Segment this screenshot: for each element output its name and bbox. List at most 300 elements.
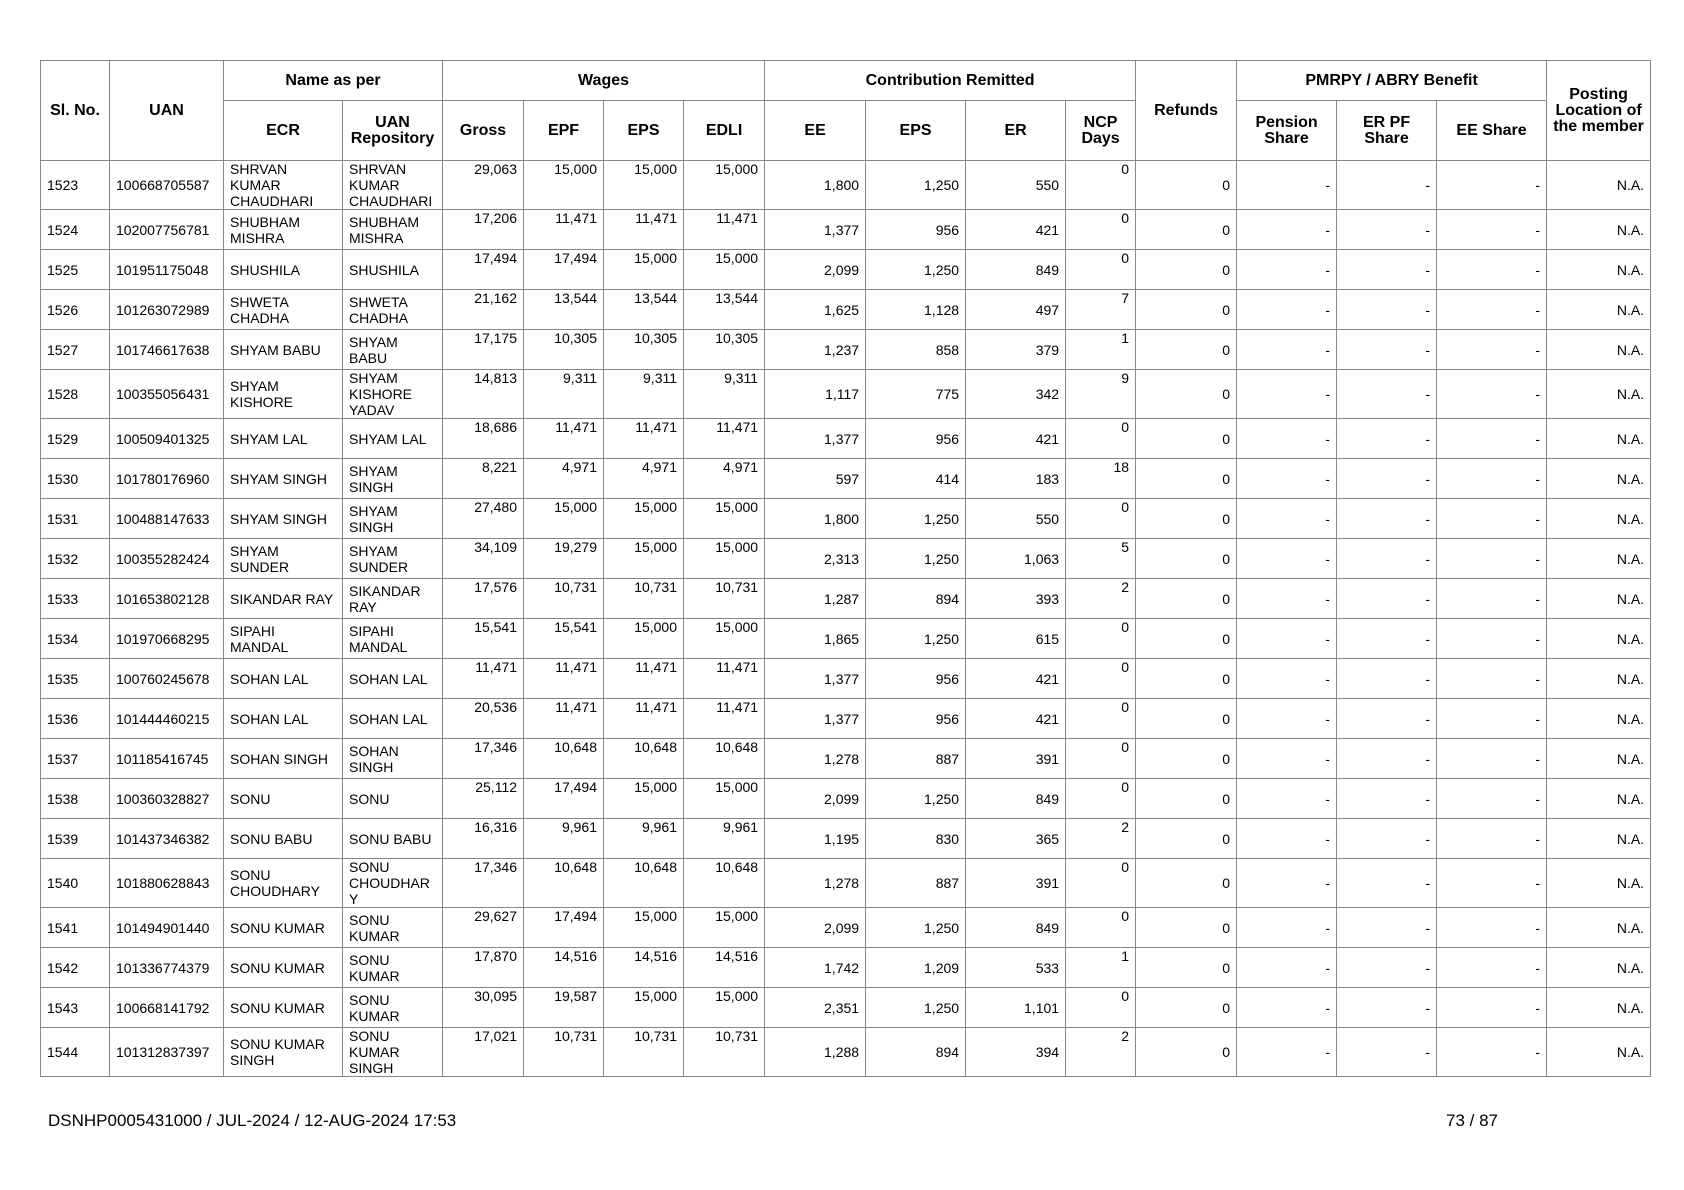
ncp-days-cell: 0	[1066, 499, 1136, 539]
contribution-eps-cell: 894	[866, 1028, 966, 1077]
uan-repository-name-cell: SONU CHOUDHARY	[343, 859, 443, 908]
posting-location-cell: N.A.	[1547, 579, 1651, 619]
header-uan: UAN	[110, 61, 224, 161]
eps-cell: 15,000	[604, 539, 684, 579]
posting-location-cell: N.A.	[1547, 948, 1651, 988]
eps-cell: 10,648	[604, 859, 684, 908]
posting-location-cell: N.A.	[1547, 699, 1651, 739]
header-ecr: ECR	[224, 101, 343, 161]
refunds-cell: 0	[1136, 419, 1237, 459]
uan-repository-name-cell: SONU KUMAR	[343, 908, 443, 948]
refunds-cell: 0	[1136, 579, 1237, 619]
contribution-eps-cell: 887	[866, 859, 966, 908]
uan-cell: 101746617638	[110, 330, 224, 370]
pension-share-cell: -	[1237, 459, 1337, 499]
ecr-name-cell: SOHAN SINGH	[224, 739, 343, 779]
ee-cell: 1,625	[765, 290, 866, 330]
er-pf-share-cell: -	[1337, 619, 1437, 659]
er-pf-share-cell: -	[1337, 948, 1437, 988]
ee-cell: 1,237	[765, 330, 866, 370]
contribution-eps-cell: 1,250	[866, 619, 966, 659]
header-pension-share: Pension Share	[1237, 101, 1337, 161]
sl-no-cell: 1542	[41, 948, 110, 988]
edli-cell: 15,000	[684, 499, 765, 539]
refunds-cell: 0	[1136, 779, 1237, 819]
posting-location-cell: N.A.	[1547, 459, 1651, 499]
uan-repository-name-cell: SHYAM LAL	[343, 419, 443, 459]
table-row	[41, 659, 1651, 699]
ee-cell: 597	[765, 459, 866, 499]
table-row	[41, 330, 1651, 370]
edli-cell: 9,311	[684, 370, 765, 419]
er-pf-share-cell: -	[1337, 659, 1437, 699]
refunds-cell: 0	[1136, 210, 1237, 250]
sl-no-cell: 1525	[41, 250, 110, 290]
ecr-name-cell: SHYAM LAL	[224, 419, 343, 459]
ncp-days-cell: 18	[1066, 459, 1136, 499]
eps-cell: 11,471	[604, 699, 684, 739]
eps-cell: 10,648	[604, 739, 684, 779]
epf-cell: 10,731	[524, 579, 604, 619]
table-body	[41, 161, 1651, 1077]
ecr-name-cell: SHYAM SUNDER	[224, 539, 343, 579]
epf-cell: 10,731	[524, 1028, 604, 1077]
edli-cell: 11,471	[684, 659, 765, 699]
er-cell: 183	[966, 459, 1066, 499]
ecr-name-cell: SHYAM BABU	[224, 330, 343, 370]
table-row	[41, 1028, 1651, 1077]
ee-share-cell: -	[1437, 659, 1547, 699]
gross-cell: 17,021	[443, 1028, 524, 1077]
uan-repository-name-cell: SHYAM SUNDER	[343, 539, 443, 579]
contribution-eps-cell: 1,250	[866, 988, 966, 1028]
eps-cell: 15,000	[604, 250, 684, 290]
table-row	[41, 779, 1651, 819]
ecr-name-cell: SHWETA CHADHA	[224, 290, 343, 330]
sl-no-cell: 1528	[41, 370, 110, 419]
header-name-as-per: Name as per	[224, 61, 443, 101]
page-number: 73 / 87	[1446, 1111, 1498, 1130]
eps-cell: 11,471	[604, 659, 684, 699]
table-row	[41, 539, 1651, 579]
pension-share-cell: -	[1237, 659, 1337, 699]
ecr-table	[40, 60, 1651, 1077]
uan-repository-name-cell: SONU KUMAR SINGH	[343, 1028, 443, 1077]
eps-cell: 15,000	[604, 988, 684, 1028]
er-cell: 550	[966, 499, 1066, 539]
uan-cell: 100360328827	[110, 779, 224, 819]
ee-share-cell: -	[1437, 499, 1547, 539]
eps-cell: 13,544	[604, 290, 684, 330]
posting-location-cell: N.A.	[1547, 419, 1651, 459]
eps-cell: 14,516	[604, 948, 684, 988]
gross-cell: 25,112	[443, 779, 524, 819]
contribution-eps-cell: 956	[866, 210, 966, 250]
uan-repository-name-cell: SIPAHI MANDAL	[343, 619, 443, 659]
pension-share-cell: -	[1237, 859, 1337, 908]
ee-cell: 1,278	[765, 739, 866, 779]
contribution-eps-cell: 1,250	[866, 499, 966, 539]
edli-cell: 15,000	[684, 908, 765, 948]
er-cell: 365	[966, 819, 1066, 859]
er-pf-share-cell: -	[1337, 539, 1437, 579]
epf-cell: 9,961	[524, 819, 604, 859]
uan-cell: 101444460215	[110, 699, 224, 739]
pension-share-cell: -	[1237, 619, 1337, 659]
contribution-eps-cell: 1,250	[866, 250, 966, 290]
er-cell: 379	[966, 330, 1066, 370]
uan-cell: 100760245678	[110, 659, 224, 699]
ecr-name-cell: SONU KUMAR	[224, 988, 343, 1028]
contribution-eps-cell: 956	[866, 699, 966, 739]
ee-share-cell: -	[1437, 459, 1547, 499]
ecr-name-cell: SOHAN LAL	[224, 699, 343, 739]
sl-no-cell: 1537	[41, 739, 110, 779]
eps-cell: 9,311	[604, 370, 684, 419]
refunds-cell: 0	[1136, 459, 1237, 499]
uan-repository-name-cell: SHUSHILA	[343, 250, 443, 290]
eps-cell: 10,305	[604, 330, 684, 370]
er-pf-share-cell: -	[1337, 290, 1437, 330]
refunds-cell: 0	[1136, 290, 1237, 330]
document-reference: DSNHP0005431000 / JUL-2024 / 12-AUG-2024 17:53	[48, 1111, 457, 1130]
table-row	[41, 619, 1651, 659]
uan-repository-name-cell: SOHAN LAL	[343, 699, 443, 739]
eps-cell: 15,000	[604, 619, 684, 659]
uan-cell: 101437346382	[110, 819, 224, 859]
refunds-cell: 0	[1136, 739, 1237, 779]
ecr-name-cell: SHYAM SINGH	[224, 499, 343, 539]
sl-no-cell: 1535	[41, 659, 110, 699]
table-row	[41, 739, 1651, 779]
gross-cell: 21,162	[443, 290, 524, 330]
header-wages: Wages	[443, 61, 765, 101]
er-cell: 849	[966, 779, 1066, 819]
edli-cell: 9,961	[684, 819, 765, 859]
edli-cell: 10,731	[684, 1028, 765, 1077]
ee-cell: 1,800	[765, 161, 866, 210]
posting-location-cell: N.A.	[1547, 210, 1651, 250]
ecr-name-cell: SIPAHI MANDAL	[224, 619, 343, 659]
posting-location-cell: N.A.	[1547, 779, 1651, 819]
epf-cell: 15,541	[524, 619, 604, 659]
ncp-days-cell: 0	[1066, 419, 1136, 459]
epf-cell: 13,544	[524, 290, 604, 330]
table-row	[41, 370, 1651, 419]
gross-cell: 15,541	[443, 619, 524, 659]
table-row	[41, 988, 1651, 1028]
ncp-days-cell: 9	[1066, 370, 1136, 419]
eps-cell: 11,471	[604, 210, 684, 250]
epf-cell: 19,587	[524, 988, 604, 1028]
ee-share-cell: -	[1437, 948, 1547, 988]
ee-share-cell: -	[1437, 779, 1547, 819]
er-cell: 421	[966, 419, 1066, 459]
gross-cell: 27,480	[443, 499, 524, 539]
er-cell: 421	[966, 210, 1066, 250]
contribution-eps-cell: 414	[866, 459, 966, 499]
table-row	[41, 499, 1651, 539]
pension-share-cell: -	[1237, 988, 1337, 1028]
pension-share-cell: -	[1237, 948, 1337, 988]
sl-no-cell: 1544	[41, 1028, 110, 1077]
er-cell: 421	[966, 659, 1066, 699]
eps-cell: 10,731	[604, 1028, 684, 1077]
ee-cell: 1,377	[765, 210, 866, 250]
epf-cell: 15,000	[524, 161, 604, 210]
er-cell: 1,101	[966, 988, 1066, 1028]
sl-no-cell: 1543	[41, 988, 110, 1028]
uan-repository-name-cell: SHYAM BABU	[343, 330, 443, 370]
ncp-days-cell: 0	[1066, 210, 1136, 250]
ee-cell: 1,287	[765, 579, 866, 619]
uan-cell: 101263072989	[110, 290, 224, 330]
header-eps: EPS	[604, 101, 684, 161]
edli-cell: 4,971	[684, 459, 765, 499]
header-epf: EPF	[524, 101, 604, 161]
epf-cell: 10,648	[524, 739, 604, 779]
ee-cell: 1,278	[765, 859, 866, 908]
posting-location-cell: N.A.	[1547, 161, 1651, 210]
ee-share-cell: -	[1437, 859, 1547, 908]
ncp-days-cell: 0	[1066, 250, 1136, 290]
pension-share-cell: -	[1237, 161, 1337, 210]
table-row	[41, 161, 1651, 210]
refunds-cell: 0	[1136, 859, 1237, 908]
header-posting-location: Posting Location of the member	[1547, 61, 1651, 161]
ee-cell: 1,742	[765, 948, 866, 988]
gross-cell: 17,576	[443, 579, 524, 619]
ee-share-cell: -	[1437, 739, 1547, 779]
ee-cell: 1,377	[765, 419, 866, 459]
table-row	[41, 290, 1651, 330]
uan-cell: 100668705587	[110, 161, 224, 210]
eps-cell: 9,961	[604, 819, 684, 859]
contribution-eps-cell: 1,250	[866, 779, 966, 819]
gross-cell: 29,627	[443, 908, 524, 948]
uan-repository-name-cell: SONU KUMAR	[343, 948, 443, 988]
ee-share-cell: -	[1437, 419, 1547, 459]
header-er-pf-share: ER PF Share	[1337, 101, 1437, 161]
sl-no-cell: 1526	[41, 290, 110, 330]
contribution-eps-cell: 894	[866, 579, 966, 619]
eps-cell: 11,471	[604, 419, 684, 459]
ee-cell: 1,377	[765, 659, 866, 699]
gross-cell: 8,221	[443, 459, 524, 499]
sl-no-cell: 1538	[41, 779, 110, 819]
er-pf-share-cell: -	[1337, 908, 1437, 948]
refunds-cell: 0	[1136, 1028, 1237, 1077]
uan-repository-name-cell: SOHAN LAL	[343, 659, 443, 699]
gross-cell: 18,686	[443, 419, 524, 459]
ncp-days-cell: 2	[1066, 1028, 1136, 1077]
pension-share-cell: -	[1237, 250, 1337, 290]
eps-cell: 15,000	[604, 161, 684, 210]
uan-repository-name-cell: SONU	[343, 779, 443, 819]
contribution-eps-cell: 1,250	[866, 161, 966, 210]
contribution-eps-cell: 956	[866, 659, 966, 699]
table-row	[41, 819, 1651, 859]
edli-cell: 15,000	[684, 250, 765, 290]
header-sl-no: Sl. No.	[41, 61, 110, 161]
er-pf-share-cell: -	[1337, 499, 1437, 539]
er-cell: 394	[966, 1028, 1066, 1077]
eps-cell: 15,000	[604, 779, 684, 819]
posting-location-cell: N.A.	[1547, 659, 1651, 699]
uan-repository-name-cell: SHRVAN KUMAR CHAUDHARI	[343, 161, 443, 210]
ecr-name-cell: SHYAM KISHORE	[224, 370, 343, 419]
table-row	[41, 210, 1651, 250]
ncp-days-cell: 0	[1066, 659, 1136, 699]
pension-share-cell: -	[1237, 1028, 1337, 1077]
ncp-days-cell: 0	[1066, 739, 1136, 779]
epf-cell: 15,000	[524, 499, 604, 539]
contribution-eps-cell: 1,128	[866, 290, 966, 330]
er-pf-share-cell: -	[1337, 210, 1437, 250]
gross-cell: 17,175	[443, 330, 524, 370]
er-pf-share-cell: -	[1337, 1028, 1437, 1077]
ee-cell: 2,099	[765, 908, 866, 948]
gross-cell: 20,536	[443, 699, 524, 739]
epf-cell: 17,494	[524, 250, 604, 290]
ee-share-cell: -	[1437, 210, 1547, 250]
pension-share-cell: -	[1237, 370, 1337, 419]
gross-cell: 17,346	[443, 859, 524, 908]
epf-cell: 14,516	[524, 948, 604, 988]
ecr-name-cell: SHRVAN KUMAR CHAUDHARI	[224, 161, 343, 210]
sl-no-cell: 1532	[41, 539, 110, 579]
ee-share-cell: -	[1437, 370, 1547, 419]
posting-location-cell: N.A.	[1547, 859, 1651, 908]
uan-cell: 101970668295	[110, 619, 224, 659]
refunds-cell: 0	[1136, 659, 1237, 699]
sl-no-cell: 1534	[41, 619, 110, 659]
table-row	[41, 859, 1651, 908]
ecr-name-cell: SOHAN LAL	[224, 659, 343, 699]
pension-share-cell: -	[1237, 419, 1337, 459]
refunds-cell: 0	[1136, 908, 1237, 948]
refunds-cell: 0	[1136, 250, 1237, 290]
edli-cell: 13,544	[684, 290, 765, 330]
pension-share-cell: -	[1237, 499, 1337, 539]
er-cell: 533	[966, 948, 1066, 988]
uan-cell: 101653802128	[110, 579, 224, 619]
sl-no-cell: 1529	[41, 419, 110, 459]
uan-repository-name-cell: SHUBHAM MISHRA	[343, 210, 443, 250]
er-pf-share-cell: -	[1337, 459, 1437, 499]
header-uan-repository: UAN Repository	[343, 101, 443, 161]
ecr-name-cell: SONU CHOUDHARY	[224, 859, 343, 908]
edli-cell: 11,471	[684, 419, 765, 459]
header-edli: EDLI	[684, 101, 765, 161]
edli-cell: 11,471	[684, 210, 765, 250]
ee-cell: 2,313	[765, 539, 866, 579]
er-cell: 391	[966, 739, 1066, 779]
table-row	[41, 908, 1651, 948]
ncp-days-cell: 0	[1066, 908, 1136, 948]
ncp-days-cell: 7	[1066, 290, 1136, 330]
edli-cell: 10,648	[684, 859, 765, 908]
sl-no-cell: 1524	[41, 210, 110, 250]
gross-cell: 17,870	[443, 948, 524, 988]
ee-cell: 1,865	[765, 619, 866, 659]
refunds-cell: 0	[1136, 499, 1237, 539]
ecr-name-cell: SONU KUMAR	[224, 948, 343, 988]
er-cell: 849	[966, 250, 1066, 290]
table-row	[41, 250, 1651, 290]
er-pf-share-cell: -	[1337, 330, 1437, 370]
pension-share-cell: -	[1237, 290, 1337, 330]
ee-cell: 2,351	[765, 988, 866, 1028]
ncp-days-cell: 1	[1066, 948, 1136, 988]
ee-share-cell: -	[1437, 1028, 1547, 1077]
er-pf-share-cell: -	[1337, 250, 1437, 290]
uan-repository-name-cell: SHWETA CHADHA	[343, 290, 443, 330]
refunds-cell: 0	[1136, 539, 1237, 579]
ecr-name-cell: SHUSHILA	[224, 250, 343, 290]
gross-cell: 17,346	[443, 739, 524, 779]
uan-repository-name-cell: SOHAN SINGH	[343, 739, 443, 779]
header-contribution-remitted: Contribution Remitted	[765, 61, 1136, 101]
contribution-eps-cell: 775	[866, 370, 966, 419]
ee-share-cell: -	[1437, 539, 1547, 579]
table-row	[41, 948, 1651, 988]
posting-location-cell: N.A.	[1547, 250, 1651, 290]
er-pf-share-cell: -	[1337, 370, 1437, 419]
er-pf-share-cell: -	[1337, 161, 1437, 210]
pension-share-cell: -	[1237, 908, 1337, 948]
refunds-cell: 0	[1136, 988, 1237, 1028]
ncp-days-cell: 0	[1066, 161, 1136, 210]
ecr-name-cell: SHYAM SINGH	[224, 459, 343, 499]
uan-repository-name-cell: SONU BABU	[343, 819, 443, 859]
posting-location-cell: N.A.	[1547, 370, 1651, 419]
edli-cell: 15,000	[684, 779, 765, 819]
sl-no-cell: 1531	[41, 499, 110, 539]
ee-cell: 1,377	[765, 699, 866, 739]
uan-cell: 100668141792	[110, 988, 224, 1028]
epf-cell: 11,471	[524, 699, 604, 739]
ee-share-cell: -	[1437, 290, 1547, 330]
sl-no-cell: 1536	[41, 699, 110, 739]
ee-share-cell: -	[1437, 161, 1547, 210]
pension-share-cell: -	[1237, 819, 1337, 859]
uan-cell: 101494901440	[110, 908, 224, 948]
ncp-days-cell: 0	[1066, 859, 1136, 908]
edli-cell: 15,000	[684, 619, 765, 659]
ecr-name-cell: SONU BABU	[224, 819, 343, 859]
posting-location-cell: N.A.	[1547, 819, 1651, 859]
table-row	[41, 699, 1651, 739]
gross-cell: 17,206	[443, 210, 524, 250]
uan-cell: 100355282424	[110, 539, 224, 579]
edli-cell: 10,648	[684, 739, 765, 779]
ee-share-cell: -	[1437, 699, 1547, 739]
sl-no-cell: 1541	[41, 908, 110, 948]
refunds-cell: 0	[1136, 330, 1237, 370]
header-gross: Gross	[443, 101, 524, 161]
gross-cell: 17,494	[443, 250, 524, 290]
er-pf-share-cell: -	[1337, 819, 1437, 859]
epf-cell: 10,305	[524, 330, 604, 370]
edli-cell: 15,000	[684, 161, 765, 210]
ee-share-cell: -	[1437, 819, 1547, 859]
er-cell: 497	[966, 290, 1066, 330]
posting-location-cell: N.A.	[1547, 1028, 1651, 1077]
sl-no-cell: 1539	[41, 819, 110, 859]
header-pmrpy: PMRPY / ABRY Benefit	[1237, 61, 1547, 101]
ncp-days-cell: 0	[1066, 988, 1136, 1028]
